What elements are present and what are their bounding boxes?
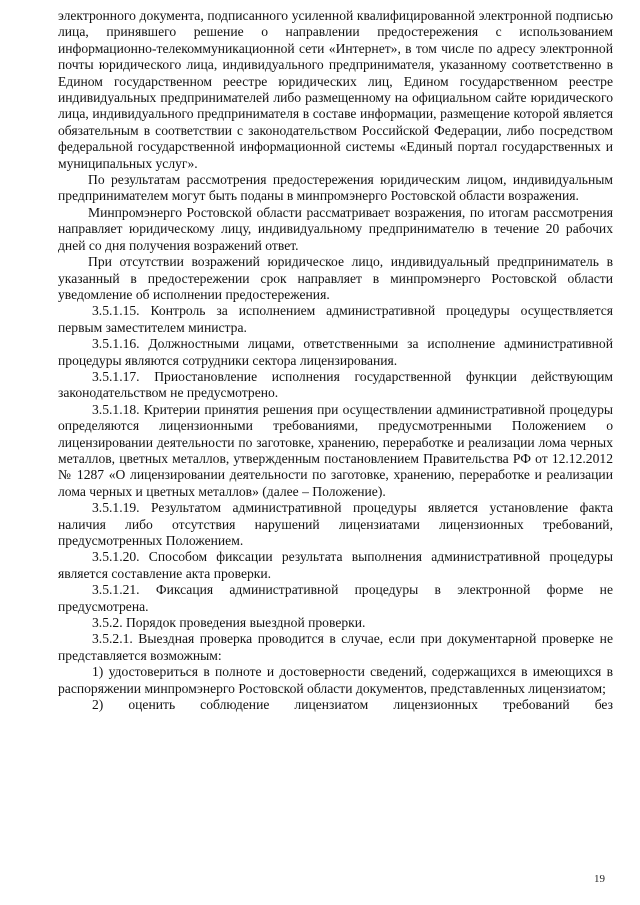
- paragraph: 2) оценить соблюдение лицензиатом лицензионных требований без: [92, 697, 613, 713]
- paragraph: Минпромэнерго Ростовской области рассматривает возражения, по итогам рассмотрения направляет юридическому лицу, индивидуальному предпринимателю в течение 20 рабочих дней со дня получения возражений ответ.: [58, 204, 613, 253]
- paragraph: 3.5.1.20. Способом фиксации результата выполнения административной процедуры является составление акта проверки.: [58, 549, 613, 581]
- paragraph: электронного документа, подписанного усиленной квалифицированной электронной подписью лица, принявшего решение о направлении предостережения с использованием информационно-телекоммуникационной сети «Интернет», в том числе по адресу электронной почты юридического лица, индивидуального предпринимателя, указанному соответственно в Едином государственном реестре юридических лиц, Едином государственном реестре индивидуальных предпринимателей либо размещенному на официальном сайте юридического лица, индивидуального предпринимателя в составе информации, размещение которой является обязательным в соответствии с законодательством Российской Федерации, либо посредством федеральной государственной информационной системы «Единый портал государственных и муниципальных услуг».: [58, 8, 613, 171]
- paragraph: 3.5.1.16. Должностными лицами, ответственными за исполнение административной процедуры являются сотрудники сектора лицензирования.: [58, 336, 613, 368]
- paragraph: 3.5.1.15. Контроль за исполнением административной процедуры осуществляется первым заместителем министра.: [58, 303, 613, 335]
- page-number: 19: [594, 873, 605, 885]
- paragraph: По результатам рассмотрения предостережения юридическим лицом, индивидуальным предпринимателем могут быть поданы в минпромэнерго Ростовской области возражения.: [58, 172, 613, 204]
- paragraph: 3.5.2. Порядок проведения выездной проверки.: [92, 615, 366, 631]
- paragraph: 1) удостовериться в полноте и достоверности сведений, содержащихся в имеющихся в распоряжении минпромэнерго Ростовской области документов, представленных лицензиатом;: [58, 664, 613, 696]
- paragraph: 3.5.1.19. Результатом административной процедуры является установление факта наличия либо отсутствия нарушений лицензиатами лицензионных требований, предусмотренных Положением.: [58, 500, 613, 548]
- paragraph: 3.5.1.17. Приостановление исполнения государственной функции действующим законодательством не предусмотрено.: [58, 368, 613, 401]
- document-body: [58, 8, 613, 713]
- paragraph: 3.5.1.21. Фиксация административной процедуры в электронной форме не предусмотрена.: [58, 582, 613, 614]
- paragraph: При отсутствии возражений юридическое лицо, индивидуальный предприниматель в указанный в предостережении срок направляет в минпромэнерго Ростовской области уведомление об исполнении предостережения.: [58, 254, 613, 302]
- paragraph: 3.5.1.18. Критерии принятия решения при осуществлении административной процедуры определяются лицензионными требованиями, предусмотренными Положением о лицензировании деятельности по заготовке, хранению, переработке и реализации лома черных металлов, цветных металлов, утвержденным постановлением Правительства РФ от 12.12.2012 № 1287 «О лицензировании деятельности по заготовке, хранению, переработке и реализации лома черных и цветных металлов» (далее – Положение).: [58, 401, 613, 499]
- paragraph: 3.5.2.1. Выездная проверка проводится в случае, если при документарной проверке не представляется возможным:: [58, 631, 613, 663]
